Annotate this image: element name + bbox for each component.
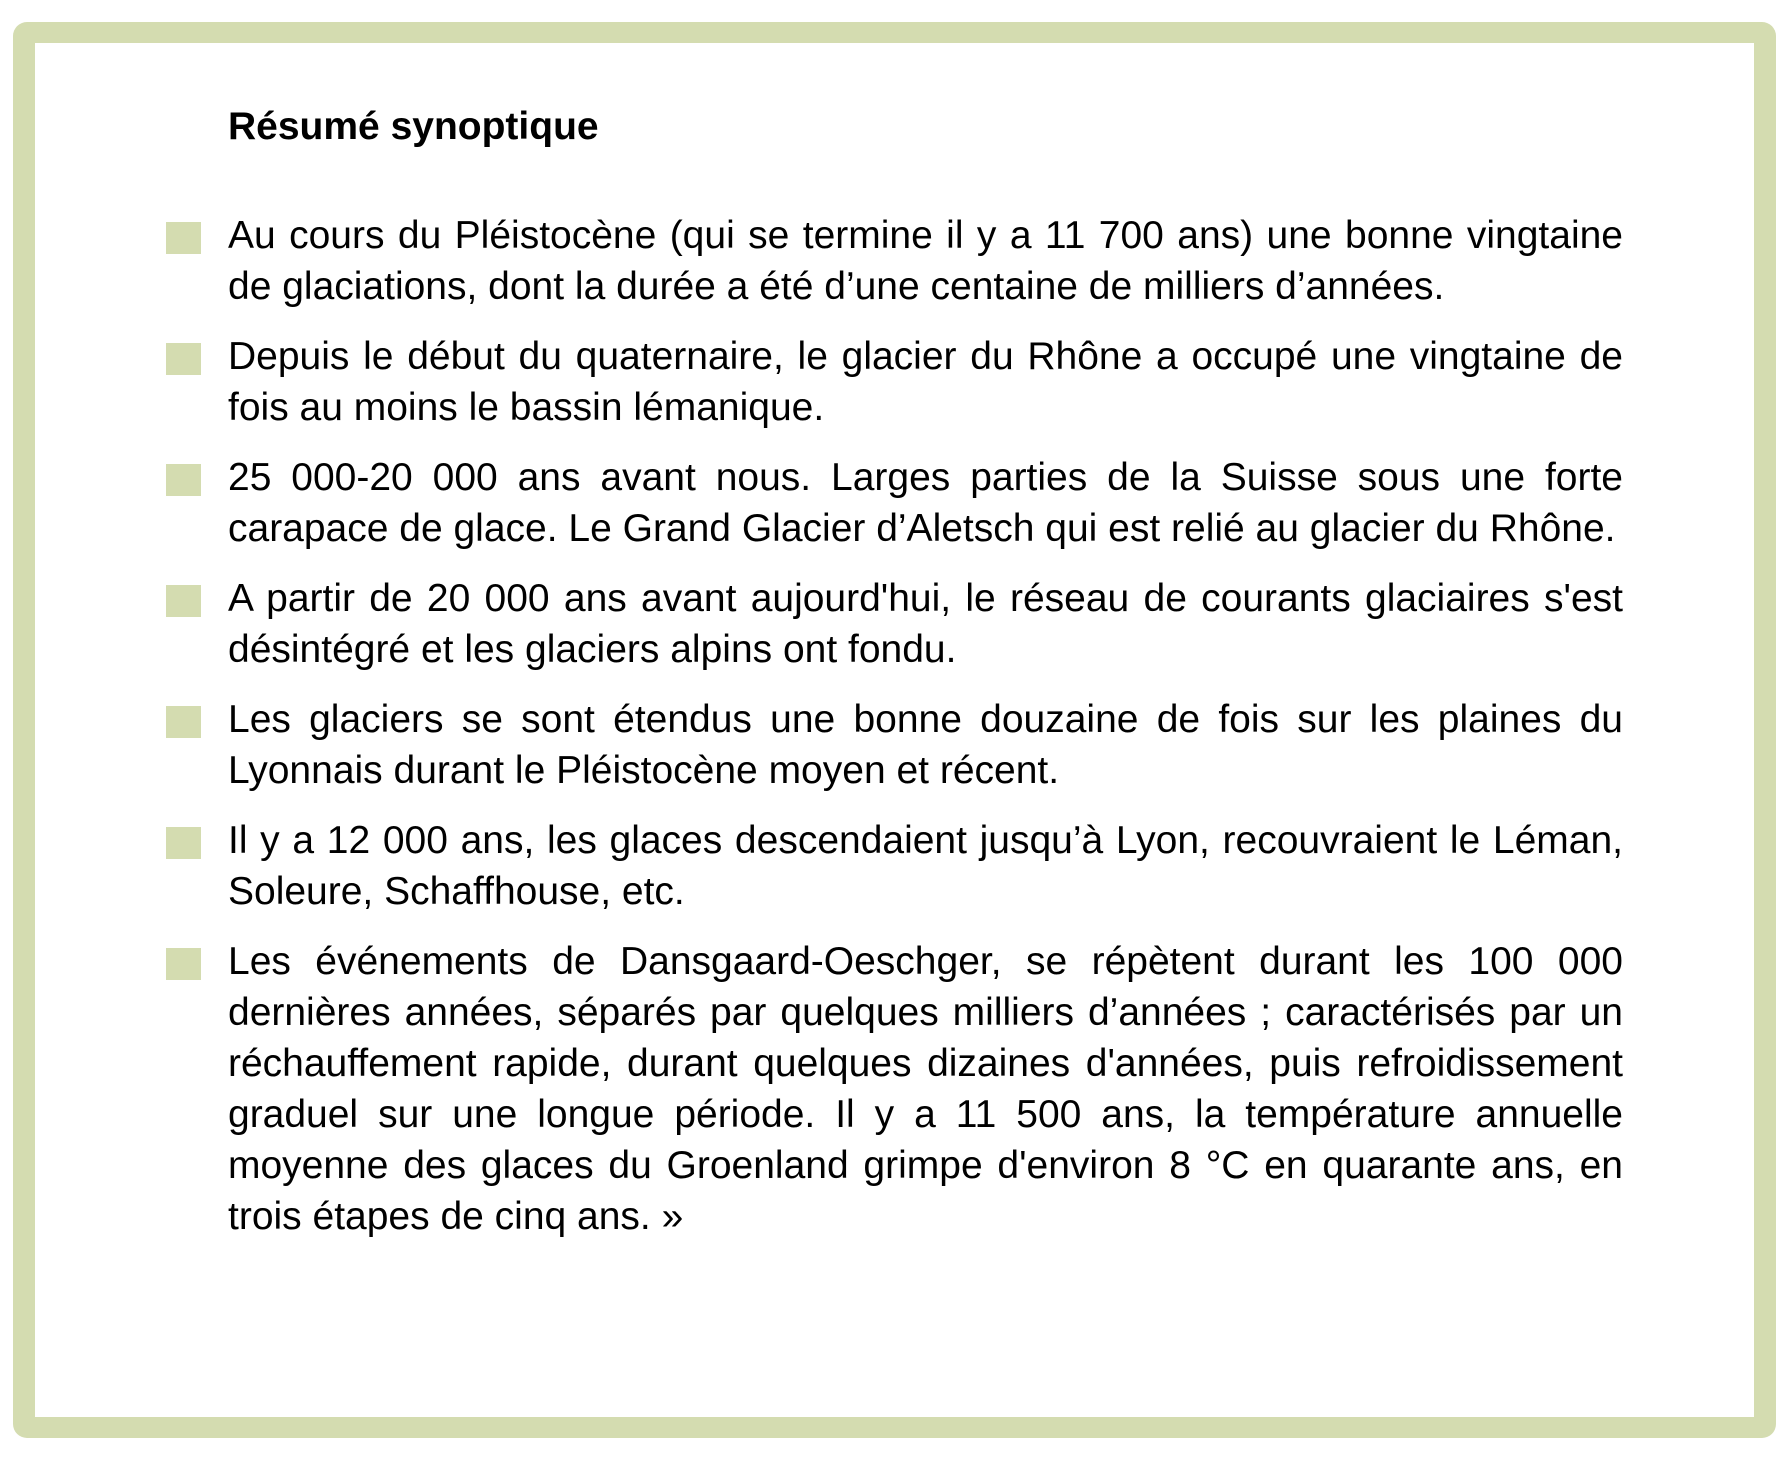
square-bullet-icon — [166, 706, 201, 738]
square-bullet-icon — [166, 827, 201, 859]
list-item-text: A partir de 20 000 ans avant aujourd'hui, le réseau de courants glaciaires s'est désintégré et les glaciers alpins ont fondu. — [228, 577, 1623, 671]
list-item — [228, 331, 1623, 433]
list-item — [228, 210, 1623, 312]
list-item-text: Au cours du Pléistocène (qui se termine il y a 11 700 ans) une bonne vingtaine de glaciations, dont la durée a été d’une centaine de milliers d’années. — [228, 214, 1623, 308]
summary-list — [228, 210, 1623, 1261]
list-item-text: Les glaciers se sont étendus une bonne douzaine de fois sur les plaines du Lyonnais durant le Pléistocène moyen et récent. — [228, 698, 1623, 792]
summary-box-border — [13, 22, 1776, 1438]
list-item — [228, 694, 1623, 796]
list-item-text: 25 000-20 000 ans avant nous. Larges parties de la Suisse sous une forte carapace de glace. Le Grand Glacier d’Aletsch qui est relié au glacier du Rhône. — [228, 456, 1623, 550]
summary-box — [35, 43, 1754, 1417]
list-item-text: Il y a 12 000 ans, les glaces descendaient jusqu’à Lyon, recouvraient le Léman, Soleure, Schaffhouse, etc. — [228, 819, 1623, 913]
square-bullet-icon — [166, 464, 201, 496]
list-item — [228, 452, 1623, 554]
list-item — [228, 936, 1623, 1242]
square-bullet-icon — [166, 222, 201, 254]
square-bullet-icon — [166, 948, 201, 980]
list-item — [228, 815, 1623, 917]
square-bullet-icon — [166, 343, 201, 375]
list-item — [228, 573, 1623, 675]
square-bullet-icon — [166, 585, 201, 617]
summary-title: Résumé synoptique — [228, 105, 599, 148]
list-item-text: Depuis le début du quaternaire, le glacier du Rhône a occupé une vingtaine de fois au moins le bassin lémanique. — [228, 335, 1623, 429]
list-item-text: Les événements de Dansgaard-Oeschger, se répètent durant les 100 000 dernières années, séparés par quelques milliers d’années ; caractérisés par un réchauffement rapide, durant quelques dizaines d'années, puis refroidissement graduel sur une longue période. Il y a 11 500 ans, la température annuelle moyenne des glaces du Groenland grimpe d'environ 8 °C en quarante ans, en trois étapes de cinq ans. » — [228, 940, 1623, 1238]
